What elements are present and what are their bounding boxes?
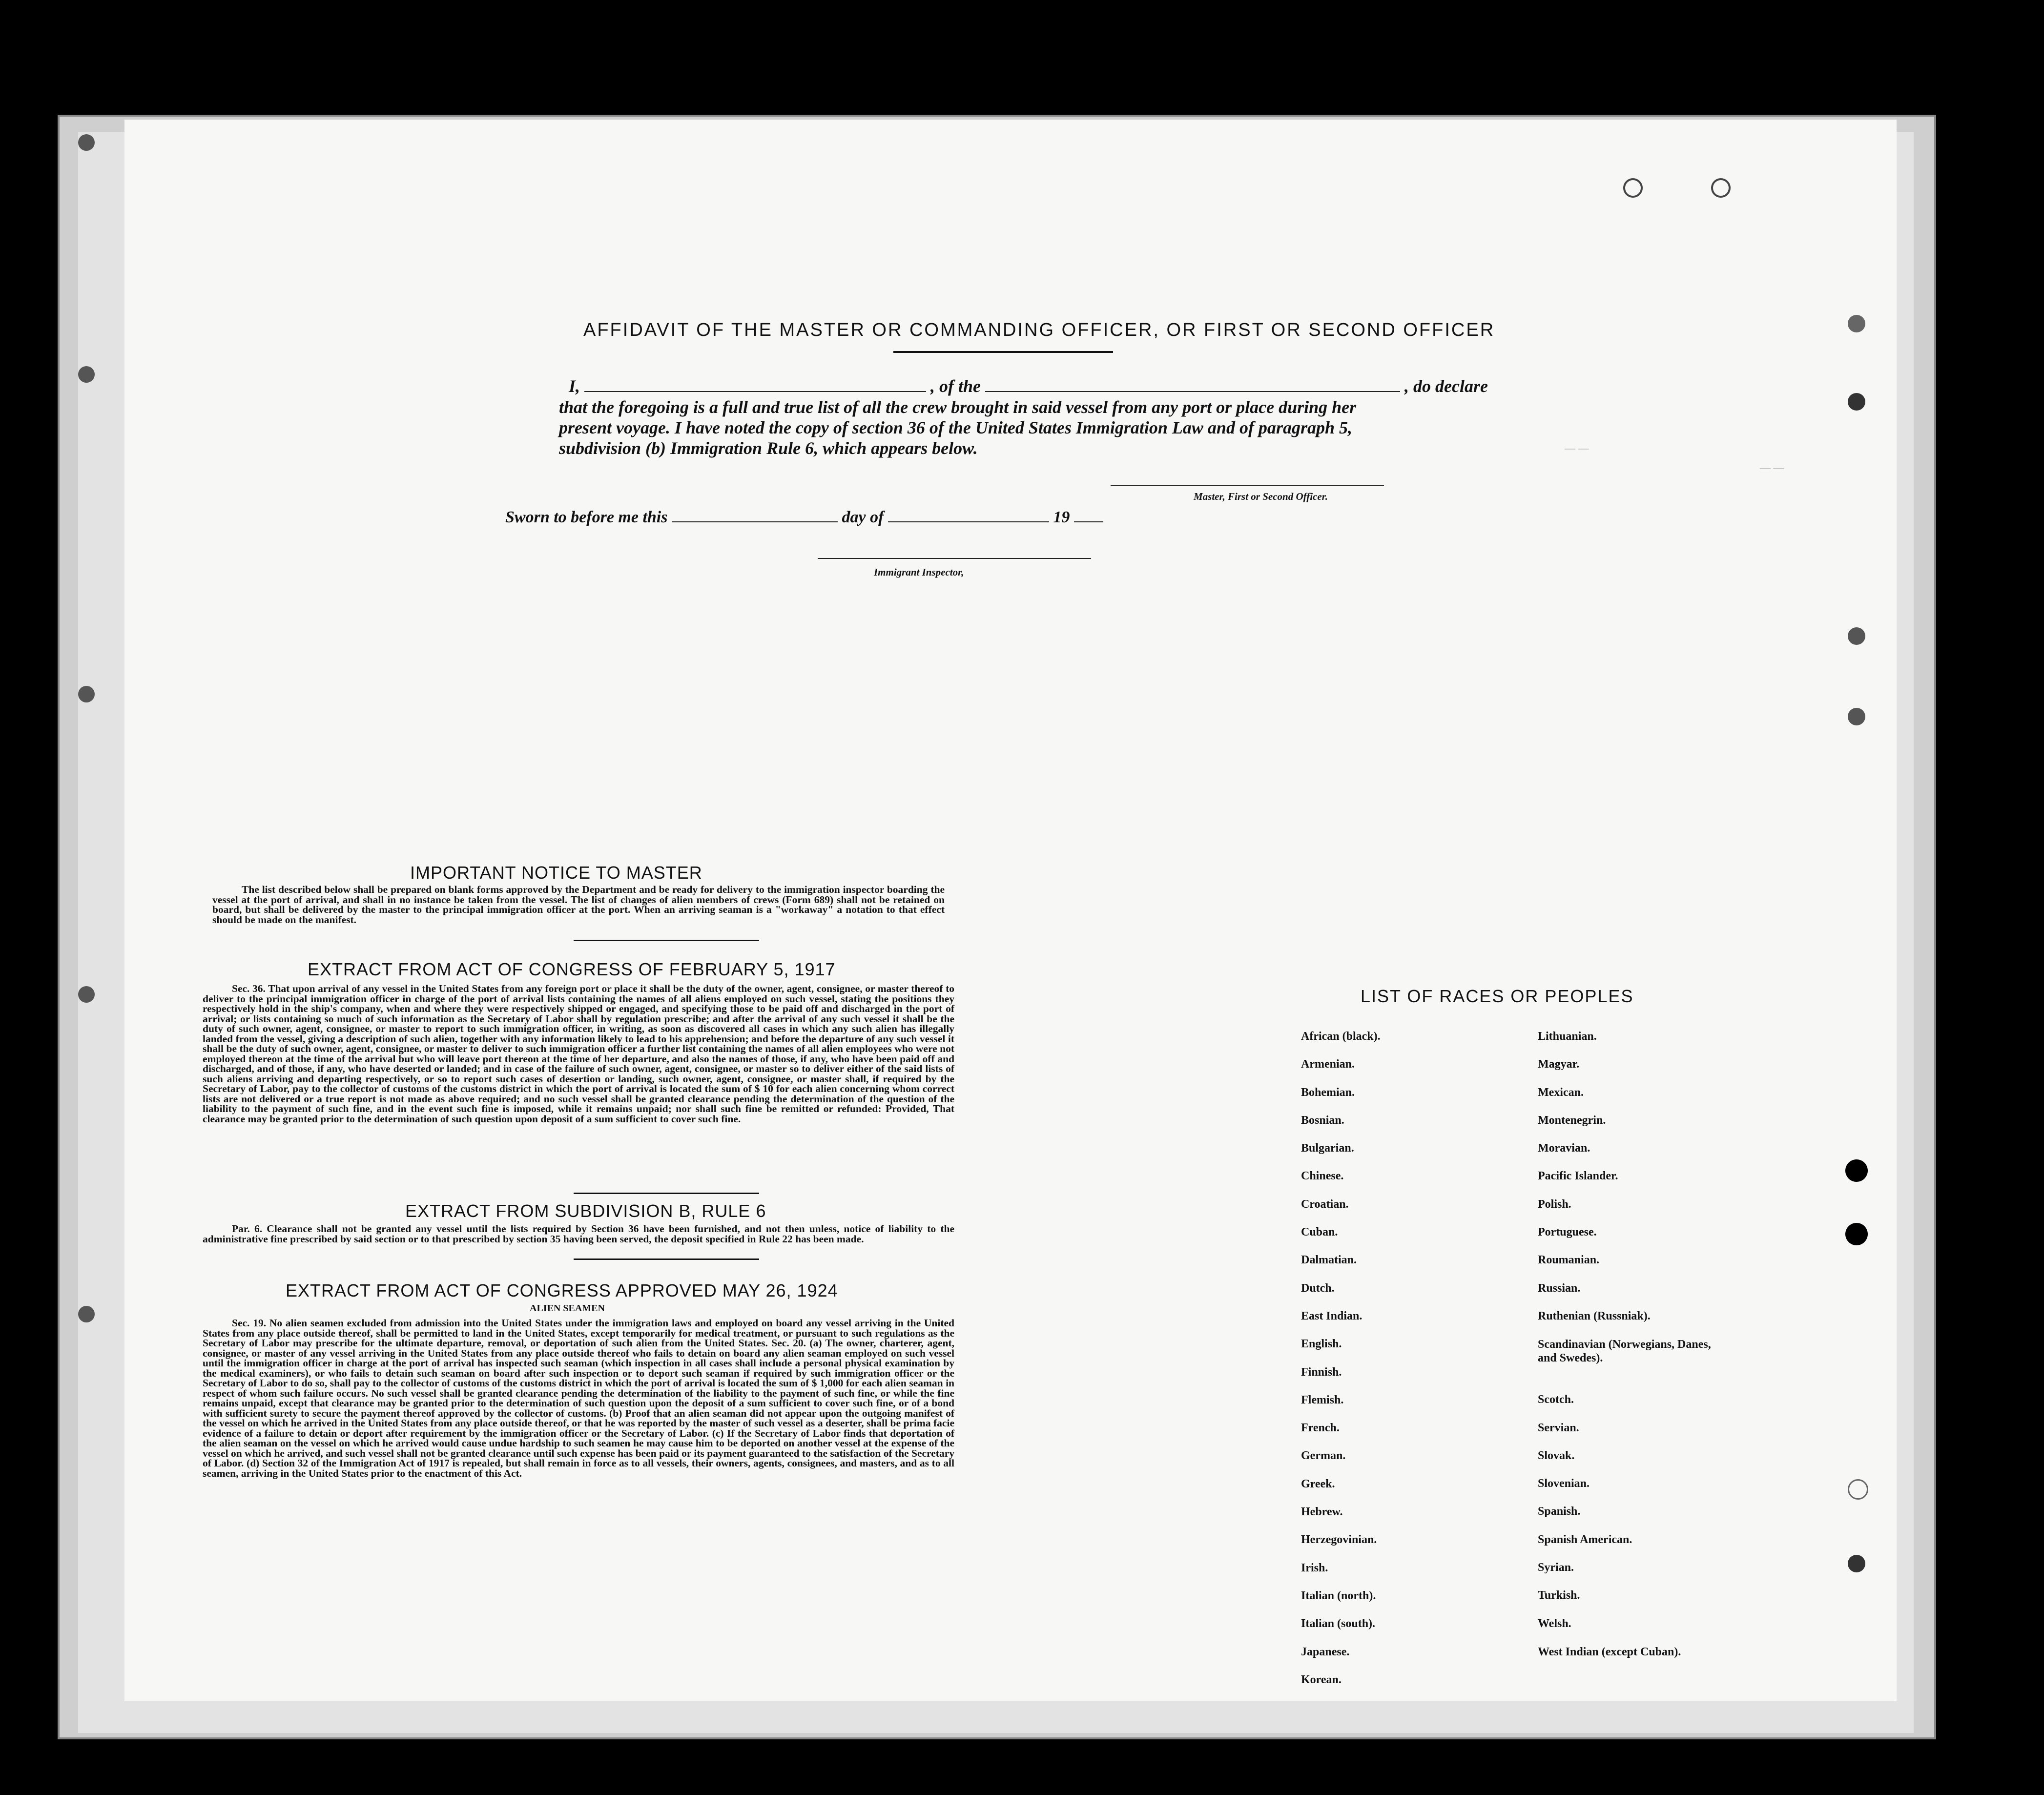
binder-hole [78, 1306, 95, 1322]
punch-hole [1623, 178, 1643, 198]
race-item: African (black). [1301, 1030, 1381, 1043]
affidavit-text-line: present voyage. I have noted the copy of section 36 of the United States Immigration Law and of paragraph 5, [559, 418, 1352, 437]
sworn-month-field[interactable] [888, 508, 1049, 522]
master-signature-label: Master, First or Second Officer. [1194, 491, 1328, 502]
declarant-name-field[interactable] [584, 377, 926, 392]
punch-hole [1848, 1555, 1865, 1572]
vessel-name-field[interactable] [985, 377, 1400, 392]
race-item: Ruthenian (Russniak). [1538, 1309, 1651, 1322]
race-item: English. [1301, 1338, 1342, 1351]
binder-hole [78, 986, 95, 1003]
day-of-text: day of [842, 508, 884, 526]
race-item: Lithuanian. [1538, 1030, 1597, 1043]
race-item: Chinese. [1301, 1170, 1344, 1183]
race-item: Spanish. [1538, 1505, 1581, 1518]
race-item: Pacific Islander. [1538, 1170, 1618, 1183]
inspector-signature-line[interactable] [818, 558, 1091, 559]
section-rule [574, 1259, 759, 1260]
title-rule [893, 351, 1113, 353]
sworn-line [505, 508, 1103, 527]
race-item: French. [1301, 1422, 1340, 1435]
race-item: Irish. [1301, 1561, 1328, 1574]
punch-hole [1848, 315, 1865, 332]
race-item: Cuban. [1301, 1226, 1338, 1239]
race-item: Servian. [1538, 1421, 1579, 1434]
race-item: Greek. [1301, 1477, 1335, 1490]
vessel-prefix: , of the [930, 376, 981, 396]
bleed-through-marks: — — [1760, 461, 1784, 474]
race-item: Turkish. [1538, 1589, 1580, 1602]
year-prefix: 19 [1053, 508, 1070, 526]
sworn-prefix: Sworn to before me this [505, 508, 668, 526]
act-1924-subheading: ALIEN SEAMEN [530, 1303, 605, 1314]
race-item: East Indian. [1301, 1309, 1363, 1322]
race-item: Flemish. [1301, 1393, 1344, 1406]
race-item: Slovenian. [1538, 1477, 1590, 1490]
act-1924-text: Sec. 19. No alien seamen excluded from admission into the United States under the immigration laws and employed on board any vessel arriving in the United States from any place outside thereof, shall be permitted to land in the United States, except temporarily for medical treatment, or pursuant to such regulations as the Secretary of Labor may prescribe for the ultimate departure, removal, or deportation of such alien from the United States. Sec. 20. (a) The owner, charterer, agent, consignee, or master of any vessel arriving in the United States from any place outside thereof who fails to detain on board any alien seaman employed on such vessel until the immigration officer in charge at the port of arrival has inspected such seaman (which inspection in all cases shall include a personal physical examination by the medical examiners), or who fails to detain such seaman on board after such inspection or to deport such seaman if required by such immigration officer or the Secretary of Labor to do so, shall pay to the collector of customs of the customs district in which the port of arrival is located the sum of $ 1,000 for each alien seaman in respect of whom such failure occurs. No such vessel shall be granted clearance pending the determination of the liability to the payment of such fine, or while the fine remains unpaid, except that clearance may be granted prior to the determination of such question upon the deposit of a sum sufficient to cover such fine, or of a bond with sufficient surety to secure the payment thereof approved by the collector of customs. (b) Proof that an alien seaman did not appear upon the outgoing manifest of the vessel on which he arrived in the United States from any place outside thereof, or that he was reported by the master of such vessel as a deserter, shall be prima facie evidence of a failure to detain or deport after requirement by the immigration officer or the Secretary of Labor. (c) If the Secretary of Labor finds that deportation of the alien seaman on the vessel on which he arrived would cause undue hardship to such seamen he may cause him to be deported on another vessel at the expense of the vessel on which he arrived, and such vessel shall not be granted clearance until such expense has been paid or its payment guaranteed to the satisfaction of the Secretary of Labor. (d) Section 32 of the Immigration Act of 1917 is repealed, but shall remain in force as to all vessels, their owners, agents, consignees, and masters, and as to all seamen, arriving in the United States prior to the enactment of this Act. [203, 1317, 954, 1479]
affidavit-text-line: subdivision (b) Immigration Rule 6, which appears below. [559, 438, 978, 458]
master-signature-line[interactable] [1111, 485, 1384, 486]
race-item: Portuguese. [1538, 1226, 1597, 1239]
race-item: Bohemian. [1301, 1086, 1355, 1099]
binder-hole [78, 366, 95, 383]
race-item: Magyar. [1538, 1058, 1580, 1071]
race-item: Hebrew. [1301, 1506, 1343, 1519]
declarant-prefix: I, [569, 376, 580, 396]
section-rule [574, 940, 759, 941]
races-list-right [1538, 1030, 1718, 1673]
race-item: Italian (north). [1301, 1589, 1376, 1602]
binder-hole [78, 134, 95, 151]
race-item: Welsh. [1538, 1617, 1571, 1630]
sworn-year-field[interactable] [1074, 508, 1103, 522]
race-item: Bulgarian. [1301, 1142, 1354, 1155]
affidavit-declaration-line [569, 376, 1488, 396]
race-item: Armenian. [1301, 1058, 1355, 1071]
punch-hole [1848, 708, 1865, 725]
punch-hole [1711, 178, 1731, 198]
race-item: Italian (south). [1301, 1617, 1376, 1630]
race-item: Scandinavian (Norwegians, Danes, and Swedes). [1538, 1338, 1711, 1365]
rule-6-text: Par. 6. Clearance shall not be granted any vessel until the lists required by Section 36 have been furnished, and not then unless, notice of liability to the administrative fine prescribed by said section or to that prescribed by section 35 having been served, the deposit specified in Rule 22 has been made. [203, 1223, 954, 1245]
race-item: Syrian. [1538, 1561, 1574, 1574]
race-item: Russian. [1538, 1281, 1581, 1295]
race-item: Japanese. [1301, 1645, 1350, 1658]
race-item: Bosnian. [1301, 1114, 1344, 1127]
race-item: Slovak. [1538, 1449, 1575, 1462]
race-item: West Indian (except Cuban). [1538, 1645, 1681, 1658]
act-1924-heading: EXTRACT FROM ACT OF CONGRESS APPROVED MAY 26, 1924 [286, 1280, 838, 1300]
race-item: Moravian. [1538, 1142, 1590, 1155]
race-item: Montenegrin. [1538, 1114, 1606, 1127]
sworn-day-field[interactable] [672, 508, 838, 522]
punch-hole [1845, 1223, 1868, 1245]
affidavit-text-line: that the foregoing is a full and true list of all the crew brought in said vessel from any port or place during her [559, 397, 1357, 417]
inspector-label: Immigrant Inspector, [874, 566, 964, 578]
race-item: Finnish. [1301, 1365, 1342, 1379]
race-item: Polish. [1538, 1197, 1571, 1211]
race-item: Herzegovinian. [1301, 1533, 1377, 1547]
bleed-through-marks: — — [1565, 442, 1589, 454]
declare-text: , do declare [1404, 376, 1488, 396]
punch-hole [1845, 1159, 1868, 1182]
punch-hole [1848, 393, 1865, 411]
affidavit-title: AFFIDAVIT OF THE MASTER OR COMMANDING OFFICER, OR FIRST OR SECOND OFFICER [583, 320, 1495, 340]
rule-6-heading: EXTRACT FROM SUBDIVISION B, RULE 6 [405, 1201, 766, 1221]
binder-hole [78, 686, 95, 702]
race-item: German. [1301, 1449, 1346, 1463]
notice-heading: IMPORTANT NOTICE TO MASTER [410, 863, 702, 883]
race-item: Scotch. [1538, 1393, 1574, 1406]
race-item: Spanish American. [1538, 1533, 1632, 1546]
manifest-page [124, 120, 1897, 1701]
punch-hole [1848, 627, 1865, 645]
section-rule [574, 1193, 759, 1194]
race-item: Mexican. [1538, 1086, 1584, 1099]
race-item: Korean. [1301, 1673, 1342, 1686]
races-list-title: LIST OF RACES OR PEOPLES [1361, 986, 1634, 1006]
notice-text: The list described below shall be prepared on blank forms approved by the Department and be ready for delivery to the immigration inspector boarding the vessel at the port of arrival, and shall in no instance be taken from the vessel. The list of changes of alien members of crews (Form 689) shall not be retained on board, but shall be delivered by the master to the principal immigration officer at the port. When an arriving seaman is a "workaway" a notation to that effect should be made on the manifest. [212, 884, 945, 926]
race-item: Croatian. [1301, 1197, 1349, 1211]
act-1917-text: Sec. 36. That upon arrival of any vessel in the United States from any foreign port or place it shall be the duty of the owner, agent, consignee, or master thereof to deliver to the principal immigration officer in charge of the port of arrival lists containing the names of all aliens employed on such vessel, stating the positions they respectively hold in the ship's company, when and where they were respectively shipped or engaged, and specifying those to be paid off and discharged in the port of arrival; or lists containing so much of such information as the Secretary of Labor shall by regulation prescribe; and after the arrival of any such vessel it shall be the duty of such owner, agent, consignee, or master to report to such immigration officer, in writing, as soon as discovered all cases in which any such alien has illegally landed from the vessel, giving a description of such alien, together with any information likely to lead to his apprehension; and before the departure of any such vessel it shall be the duty of such owner, agent, consignee, or master to deliver to such immigration officer a further list containing the names of all alien employees who were not employed thereon at the time of the arrival but who will leave port thereon at the time of her departure, and also the names of those, if any, who have been paid off and discharged, and of those, if any, who have deserted or landed; and in case of the failure of such owner, agent, consignee, or master so to deliver either of the said lists of such aliens arriving and departing respectively, or so to report such cases of desertion or landing, such owner, agent, consignee, or master shall, if required by the Secretary of Labor, pay to the collector of customs of the customs district in which the port of arrival is located the sum of $ 10 for each alien concerning whom correct lists are not delivered or a true report is not made as above required; and no such vessel shall be granted clearance pending the determination of the question of the liability to the payment of such fine, and in the event such fine is imposed, while it remains unpaid; nor shall such fine be remitted or refunded: Provided, That clearance may be granted prior to the determination of such question upon deposit of a sum sufficient to cover such fine. [203, 983, 954, 1125]
race-item: Dutch. [1301, 1281, 1335, 1295]
race-item: Roumanian. [1538, 1254, 1600, 1267]
punch-hole [1848, 1479, 1868, 1500]
race-item: Dalmatian. [1301, 1254, 1357, 1267]
act-1917-heading: EXTRACT FROM ACT OF CONGRESS OF FEBRUARY 5, 1917 [308, 959, 836, 979]
races-list-left [1301, 1030, 1381, 1701]
